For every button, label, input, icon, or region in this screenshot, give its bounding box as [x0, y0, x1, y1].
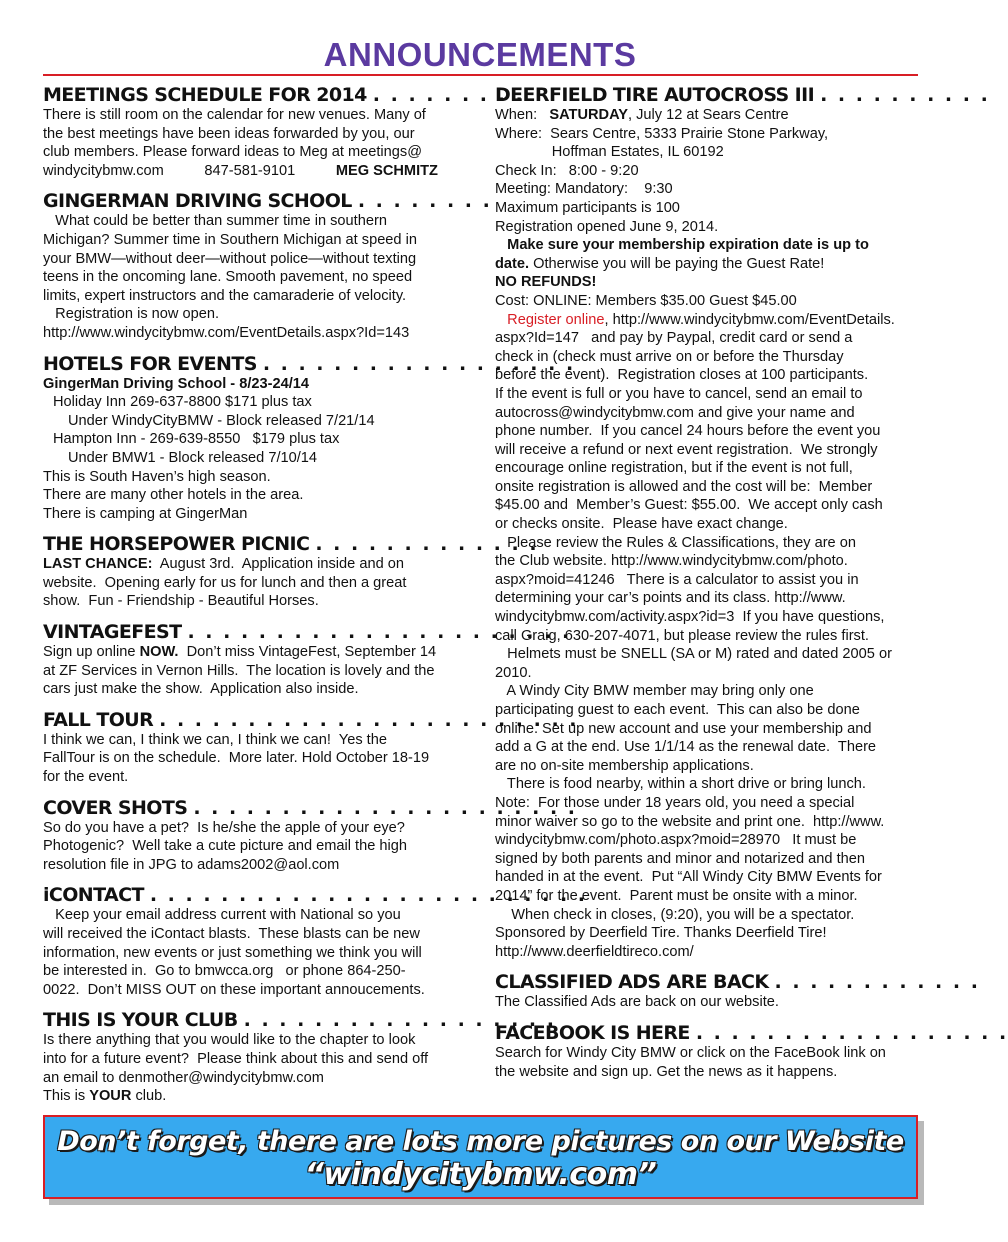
- body-line: [43, 906, 471, 925]
- body-line: [43, 574, 471, 593]
- section-heading: [43, 190, 492, 213]
- body-line: [43, 106, 471, 125]
- line-text: There is food nearby, within a short drive or bring lunch.: [495, 776, 866, 793]
- line-text: check in (check must arrive on or before the Thursday: [495, 348, 844, 365]
- line-text: Hoffman Estates, IL 60192: [495, 144, 724, 161]
- line-text: Search for Windy City BMW or click on the FaceBook link on: [495, 1044, 886, 1061]
- right-column: [495, 84, 1008, 1091]
- body-line: [495, 794, 923, 813]
- line-text: 2010.: [495, 664, 532, 681]
- body-line: [43, 162, 471, 181]
- body-line: [43, 981, 471, 1000]
- heading-text: MEETINGS SCHEDULE FOR 2014: [43, 84, 367, 106]
- body-line: [43, 1087, 471, 1106]
- body-line: [495, 162, 923, 181]
- body-line: [43, 944, 471, 963]
- banner-website-link[interactable]: “windycitybmw.com”: [304, 1157, 657, 1192]
- heading-leader-dots: . . . . . . . . . . . . .: [315, 533, 539, 556]
- line-text: 2014” for the event. Parent must be onsite with a minor.: [495, 887, 858, 904]
- bold-text: Make sure your membership expiration date is up to: [495, 237, 869, 254]
- body-line: [495, 906, 923, 925]
- line-text: There is camping at GingerMan: [43, 505, 248, 522]
- line-text: Sign up online: [43, 644, 140, 661]
- line-text: Meeting: Mandatory: 9:30: [495, 181, 673, 198]
- line-text: information, new events or just something we think you will: [43, 944, 422, 961]
- body-line: [43, 486, 471, 505]
- bold-text: MEG SCHMITZ: [335, 162, 438, 179]
- body-line: [495, 682, 923, 701]
- section-icontact: [43, 884, 588, 999]
- body-line: [43, 412, 471, 431]
- body-line: [495, 831, 923, 850]
- body-line: [495, 478, 923, 497]
- body-line: [495, 385, 923, 404]
- body-line: [495, 218, 923, 237]
- body-line: [43, 231, 471, 250]
- body-line: [43, 449, 471, 468]
- line-text: Check In: 8:00 - 9:20: [495, 162, 639, 179]
- line-text: When:: [495, 107, 550, 123]
- body-line: [495, 775, 923, 794]
- heading-text: VINTAGEFEST: [43, 621, 182, 644]
- body-line: [495, 143, 923, 162]
- line-text: Under BMW1 - Block released 7/10/14: [68, 449, 318, 466]
- body-line: [43, 268, 471, 287]
- body-line: [43, 212, 471, 231]
- body-line: [495, 236, 923, 255]
- line-text: This is: [43, 1088, 90, 1105]
- line-text: windycitybmw.com/activity.aspx?id=3 If you have questions,: [495, 609, 885, 626]
- body-line: [43, 287, 471, 306]
- line-text: Maximum participants is 100: [495, 199, 680, 216]
- body-line: [495, 348, 923, 367]
- body-line: [495, 924, 923, 943]
- line-text: There is still room on the calendar for new venues. Many of: [43, 107, 426, 123]
- heading-text: THE HORSEPOWER PICNIC: [43, 533, 310, 556]
- body-line: [495, 534, 923, 553]
- line-text: The Classified Ads are back on our website.: [495, 994, 779, 1011]
- section-heading: [43, 1009, 556, 1032]
- line-text: phone number. If you cancel 24 hours before the event you: [495, 423, 881, 440]
- body-line: [495, 993, 923, 1012]
- line-text: When check in closes, (9:20), you will be a spectator.: [495, 906, 855, 923]
- line-text: participating guest to each event. This can also be done: [495, 702, 860, 718]
- body-line: [495, 273, 923, 292]
- line-text: Helmets must be SNELL (SA or M) rated and dated 2005 or: [495, 646, 892, 663]
- line-text: August 3rd. Application inside and on: [152, 556, 404, 573]
- line-text: before the event). Registration closes at 100 participants.: [495, 367, 869, 384]
- register-link[interactable]: Register online: [495, 311, 605, 328]
- body-line: [495, 850, 923, 869]
- body-line: [495, 422, 923, 441]
- heading-text: HOTELS FOR EVENTS: [43, 352, 257, 375]
- heading-text: THIS IS YOUR CLUB: [43, 1009, 238, 1032]
- bold-text: NO REFUNDS!: [495, 274, 597, 291]
- line-text: determining your car’s points and its class. http://www.: [495, 590, 846, 607]
- body-line: [495, 515, 923, 534]
- line-text: Michigan? Summer time in Southern Michigan at speed in: [43, 231, 417, 248]
- body-line: [495, 701, 923, 720]
- line-text: be interested in. Go to bmwcca.org or phone 864-250-: [43, 963, 406, 980]
- body-line: [495, 645, 923, 664]
- line-text: minor waiver so go to the website and print one. http://www.: [495, 813, 885, 830]
- body-line: [43, 856, 471, 875]
- body-line: [43, 375, 471, 394]
- body-line: [495, 180, 923, 199]
- body-line: [43, 468, 471, 487]
- line-text: website. Opening early for us for lunch and then a great: [43, 574, 407, 591]
- body-line: [43, 819, 471, 838]
- body-line: [43, 749, 471, 768]
- section-gingerman-driving-school: [43, 190, 492, 342]
- section-deerfield-tire-autocross-iii: [495, 84, 990, 961]
- body-line: [43, 768, 471, 787]
- heading-leader-dots: . . . . . . . . . .: [820, 84, 990, 106]
- body-line: [495, 813, 923, 832]
- line-text: 0022. Don’t MISS OUT on these important annoucements.: [43, 981, 425, 998]
- bold-text: YOUR: [89, 1088, 132, 1105]
- line-text: Photogenic? Well take a cute picture and email the high: [43, 838, 407, 855]
- line-text: at ZF Services in Vernon Hills. The location is lovely and the: [43, 662, 435, 679]
- line-text: call Graig, 630-207-4071, but please review the rules first.: [495, 627, 869, 644]
- line-text: teens in the oncoming lane. Smooth pavement, no speed: [43, 269, 413, 286]
- line-text: , http://www.windycitybmw.com/EventDetails.: [604, 311, 895, 328]
- line-text: windycitybmw.com/photo.aspx?moid=28970 It must be: [495, 832, 857, 849]
- section-heading: [43, 84, 525, 106]
- section-heading: [43, 796, 578, 819]
- body-line: [495, 441, 923, 460]
- section-heading: [43, 884, 588, 907]
- line-text: the Club website. http://www.windycitybmw.com/photo.: [495, 553, 848, 570]
- body-line: [43, 505, 471, 524]
- line-text: club.: [131, 1088, 167, 1105]
- heading-text: COVER SHOTS: [43, 796, 188, 819]
- line-text: are no on-site membership applications.: [495, 757, 754, 774]
- line-text: add a G at the end. Use 1/1/14 as the renewal date. There: [495, 739, 877, 756]
- line-text: the website and sign up. Get the news as it happens.: [495, 1063, 838, 1080]
- bold-text: GingerMan Driving School - 8/23-24/14: [43, 375, 310, 392]
- line-text: resolution file in JPG to adams2002@aol.com: [43, 856, 340, 873]
- body-line: [43, 1069, 471, 1088]
- body-line: [495, 589, 923, 608]
- body-line: [43, 125, 471, 144]
- line-text: This is South Haven’s high season.: [43, 468, 271, 485]
- body-line: [495, 757, 923, 776]
- heading-leader-dots: . . . . . . . .: [357, 190, 492, 213]
- body-line: [43, 1050, 471, 1069]
- website-banner: [43, 1115, 918, 1199]
- body-line: [43, 662, 471, 681]
- heading-leader-dots: . . . . . . . . . . . . . . . . . . . . . .: [187, 621, 572, 644]
- body-line: [43, 925, 471, 944]
- section-fall-tour: [43, 708, 579, 787]
- body-line: [43, 430, 471, 449]
- heading-leader-dots: . . . . . . . . . . . . . . . . . .: [695, 1021, 1008, 1044]
- body-line: [495, 125, 923, 144]
- line-text: aspx?Id=147 and pay by Paypal, credit card or send a: [495, 330, 853, 347]
- body-line: [495, 255, 923, 274]
- heading-text: FACEBOOK IS HERE: [495, 1021, 690, 1044]
- heading-leader-dots: . . . . . . . . . . . .: [774, 971, 980, 994]
- heading-leader-dots: . . . . . . . . . . . . . . . . . . . . . .: [193, 796, 578, 819]
- line-text: into for a future event? Please think about this and send off: [43, 1050, 429, 1067]
- line-text: Cost: ONLINE: Members $35.00 Guest $45.00: [495, 292, 797, 309]
- line-text: FallTour is on the schedule. More later. Hold October 18-19: [43, 750, 430, 767]
- line-text: There are many other hotels in the area.: [43, 487, 304, 504]
- body-line: [495, 199, 923, 218]
- line-text: What could be better than summer time in southern: [43, 213, 387, 230]
- line-text: Holiday Inn 269-637-8800 $171 plus tax: [53, 394, 312, 411]
- heading-leader-dots: . . . . . . . . . . . . . . . . . .: [243, 1009, 556, 1032]
- line-text: http://www.windycitybmw.com/EventDetails.aspx?Id=143: [43, 324, 410, 341]
- body-line: [495, 887, 923, 906]
- bold-text: SATURDAY: [549, 107, 628, 123]
- body-line: [495, 404, 923, 423]
- page-title: ANNOUNCEMENTS: [323, 36, 637, 73]
- line-text: aspx?moid=41246 There is a calculator to assist you in: [495, 571, 859, 588]
- line-text: handed in at the event. Put “All Windy City BMW Events for: [495, 869, 882, 886]
- body-line: [495, 720, 923, 739]
- body-line: [495, 608, 923, 627]
- body-line: [43, 324, 471, 343]
- body-line: [43, 837, 471, 856]
- line-text: an email to denmother@windycitybmw.com: [43, 1069, 324, 1086]
- body-line: [43, 305, 471, 324]
- body-line: [495, 627, 923, 646]
- section-this-is-your-club: [43, 1009, 556, 1105]
- line-text: for the event.: [43, 769, 129, 786]
- line-text: http://www.deerfieldtireco.com/: [495, 943, 694, 960]
- body-line: [495, 738, 923, 757]
- line-text: windycitybmw.com 847-581-9101: [43, 162, 336, 179]
- body-line: [495, 1063, 923, 1082]
- section-heading: [43, 533, 539, 556]
- body-line: [43, 962, 471, 981]
- line-text: show. Fun - Friendship - Beautiful Horses.: [43, 593, 319, 610]
- body-line: [495, 292, 923, 311]
- line-text: Please review the Rules & Classifications, they are on: [495, 534, 856, 551]
- heading-text: CLASSIFIED ADS ARE BACK: [495, 971, 769, 994]
- line-text: I think we can, I think we can, I think we can! Yes the: [43, 731, 387, 748]
- line-text: Note: For those under 18 years old, you need a special: [495, 794, 855, 811]
- body-line: [43, 1031, 471, 1050]
- line-text: Hampton Inn - 269-639-8550 $179 plus tax: [53, 431, 340, 448]
- body-line: [495, 868, 923, 887]
- heading-text: GINGERMAN DRIVING SCHOOL: [43, 190, 352, 213]
- body-line: [43, 731, 471, 750]
- line-text: autocross@windycitybmw.com and give your name and: [495, 404, 855, 421]
- section-heading: [495, 971, 980, 994]
- line-text: the best meetings have been ideas forwarded by you, our: [43, 125, 415, 142]
- body-line: [495, 571, 923, 590]
- line-text: A Windy City BMW member may bring only one: [495, 683, 814, 700]
- section-hotels-for-events: [43, 352, 576, 524]
- body-line: [43, 555, 471, 574]
- body-line: [495, 311, 923, 330]
- bold-text: NOW.: [139, 644, 179, 661]
- heading-text: FALL TOUR: [43, 708, 154, 731]
- banner-line-1: Don’t forget, there are lots more pictures on our Website: [57, 1126, 904, 1157]
- line-text: $45.00 and Member’s Guest: $55.00. We accept only cash: [495, 497, 883, 514]
- section-classified-ads-are-back: [495, 971, 980, 1012]
- section-heading: [43, 621, 572, 644]
- body-line: [495, 1044, 923, 1063]
- body-line: [495, 943, 923, 962]
- line-text: signed by both parents and minor and notarized and then: [495, 850, 865, 867]
- section-the-horsepower-picnic: [43, 533, 539, 611]
- body-line: [495, 106, 923, 125]
- line-text: Otherwise you will be paying the Guest Rate!: [529, 255, 825, 272]
- line-text: will receive a refund or next event registration. We strongly: [495, 441, 878, 458]
- line-text: If the event is full or you have to cancel, send an email to: [495, 385, 863, 402]
- heading-leader-dots: . . . . . . . . . . . . . . . . . .: [262, 352, 576, 375]
- line-text: Registration is now open.: [43, 306, 220, 323]
- body-line: [43, 592, 471, 611]
- body-line: [495, 496, 923, 515]
- heading-leader-dots: . . . . . . . . . . . . . . . . . . . . . . . . .: [149, 884, 588, 907]
- body-line: [495, 366, 923, 385]
- line-text: onsite registration is allowed and the cost will be: Member: [495, 478, 873, 495]
- line-text: Is there anything that you would like to the chapter to look: [43, 1032, 416, 1049]
- line-text: , July 12 at Sears Centre: [628, 107, 789, 123]
- body-line: [43, 643, 471, 662]
- line-text: club members. Please forward ideas to Meg at meetings@: [43, 144, 423, 161]
- heading-text: iCONTACT: [43, 884, 144, 907]
- section-heading: [43, 708, 579, 731]
- line-text: Under WindyCityBMW - Block released 7/21/14: [68, 412, 375, 429]
- body-line: [495, 459, 923, 478]
- line-text: will received the iContact blasts. These blasts can be new: [43, 926, 420, 942]
- line-text: Where: Sears Centre, 5333 Prairie Stone Parkway,: [495, 125, 829, 142]
- section-facebook-is-here: [495, 1021, 1008, 1081]
- heading-leader-dots: . . . . . . . . . . . . . . . . . . . . . . . .: [159, 708, 579, 731]
- body-line: [495, 329, 923, 348]
- body-line: [43, 250, 471, 269]
- section-heading: [495, 84, 990, 106]
- line-text: online. Set up new account and use your membership and: [495, 720, 872, 737]
- bold-text: LAST CHANCE:: [43, 556, 153, 573]
- bold-text: date.: [495, 255, 530, 272]
- line-text: So do you have a pet? Is he/she the apple of your eye?: [43, 819, 405, 836]
- body-line: [495, 552, 923, 571]
- body-line: [43, 143, 471, 162]
- line-text: Keep your email address current with National so you: [43, 907, 401, 924]
- title-divider: [43, 74, 918, 76]
- line-text: Don’t miss VintageFest, September 14: [178, 644, 437, 661]
- line-text: Registration opened June 9, 2014.: [495, 218, 719, 235]
- line-text: encourage online registration, but if the event is not full,: [495, 460, 853, 477]
- line-text: Sponsored by Deerfield Tire. Thanks Deerfield Tire!: [495, 925, 827, 942]
- body-line: [43, 393, 471, 412]
- heading-text: DEERFIELD TIRE AUTOCROSS III: [495, 84, 815, 106]
- section-cover-shots: [43, 796, 578, 875]
- section-heading: [495, 1021, 1008, 1044]
- line-text: cars just make the show. Application also inside.: [43, 681, 359, 698]
- line-text: your BMW—without deer—without police—without texting: [43, 250, 417, 267]
- section-heading: [43, 352, 576, 375]
- heading-leader-dots: . . . . . . . . .: [372, 84, 525, 106]
- body-line: [495, 664, 923, 683]
- line-text: or checks onsite. Please have exact change.: [495, 516, 788, 533]
- line-text: limits, expert instructors and the camaraderie of velocity.: [43, 287, 407, 304]
- body-line: [43, 680, 471, 699]
